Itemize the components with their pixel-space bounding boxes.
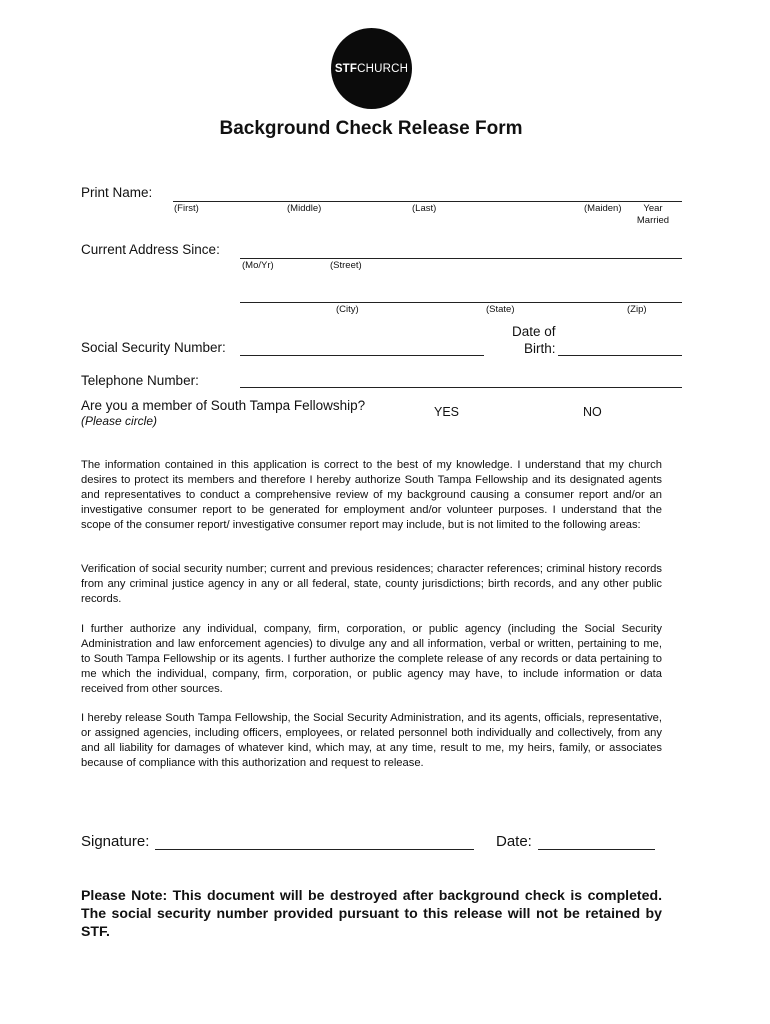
moyr-caption: (Mo/Yr) xyxy=(242,260,274,271)
print-name-label: Print Name: xyxy=(81,185,153,200)
logo-bold-text: STF xyxy=(334,62,358,75)
yes-option[interactable]: YES xyxy=(434,405,460,419)
authorization-paragraph: The information contained in this application is correct to the best of my knowledge. I understand that my church desires to protect its members and therefore I hereby authorize South Tampa Fellowship and its designated agents and representatives to conduct a comprehensive review of my background causing a consumer report and/or an investigative consumer report to be generated for employment and/or volunteer purposes. I understand that the scope of the consumer report/ investigative consumer report may include, but is not limited to the following areas: xyxy=(81,459,662,531)
city-caption: (City) xyxy=(336,304,359,315)
telephone-label: Telephone Number: xyxy=(81,373,199,388)
verification-paragraph: Verification of social security number; current and previous residences; character references; criminal history records from any criminal justice agency in any or all federal, state, county jurisdictions; birth records, and any other public records. xyxy=(81,563,662,605)
last-caption: (Last) xyxy=(412,203,437,214)
address-label: Current Address Since: xyxy=(81,242,220,257)
state-caption: (State) xyxy=(486,304,515,315)
zip-caption: (Zip) xyxy=(627,304,647,315)
date-label: Date: xyxy=(496,833,532,850)
telephone-field[interactable] xyxy=(240,387,682,388)
maiden-caption: (Maiden) xyxy=(584,203,622,214)
print-name-field[interactable] xyxy=(173,201,682,202)
middle-caption: (Middle) xyxy=(287,203,322,214)
church-logo xyxy=(331,28,412,109)
retention-note: Please Note: This document will be destroyed after background check is completed. The social security number provided pursuant to this release will not be retained by STF. xyxy=(81,887,662,939)
year-married-caption xyxy=(630,203,676,227)
dob-field[interactable] xyxy=(558,355,682,356)
street-caption: (Street) xyxy=(330,260,362,271)
further-authorization-paragraph: I further authorize any individual, company, firm, corporation, or public agency (including the Social Security Administration and law enforcement agencies) to divulge any and all information, verbal or written, pertaining to me, to South Tampa Fellowship or its agents. I further authorize the complete release of any records or data pertaining to me which the individual, company, firm, corporation, or public agency may have, to include information or data received from other sources. xyxy=(81,623,662,695)
no-option[interactable]: NO xyxy=(583,405,602,419)
member-question: Are you a member of South Tampa Fellowship? xyxy=(81,398,366,413)
dob-label-line2: Birth: xyxy=(524,341,556,356)
signature-field[interactable] xyxy=(155,849,474,850)
ssn-field[interactable] xyxy=(240,355,484,356)
release-paragraph: I hereby release South Tampa Fellowship, the Social Security Administration, and its agents, officials, representative, or assigned agencies, including officers, employees, or related personnel both individually and collectively, from any and all liability for damages of whatever kind, which may, at any time, result to me, my heirs, family, or associates because of compliance with this authorization and request to release. xyxy=(81,712,662,769)
first-caption: (First) xyxy=(174,203,199,214)
street-address-field[interactable] xyxy=(240,258,682,259)
logo-regular-text: CHURCH xyxy=(357,62,409,75)
year-caption-line2: Married xyxy=(636,215,670,226)
year-caption-line1: Year xyxy=(643,203,663,214)
signature-label: Signature: xyxy=(81,833,150,850)
date-field[interactable] xyxy=(538,849,655,850)
ssn-label: Social Security Number: xyxy=(81,340,226,355)
member-hint: (Please circle) xyxy=(81,414,158,428)
dob-label-line1: Date of xyxy=(512,324,556,339)
form-title: Background Check Release Form xyxy=(219,118,523,139)
city-state-zip-field[interactable] xyxy=(240,302,682,303)
